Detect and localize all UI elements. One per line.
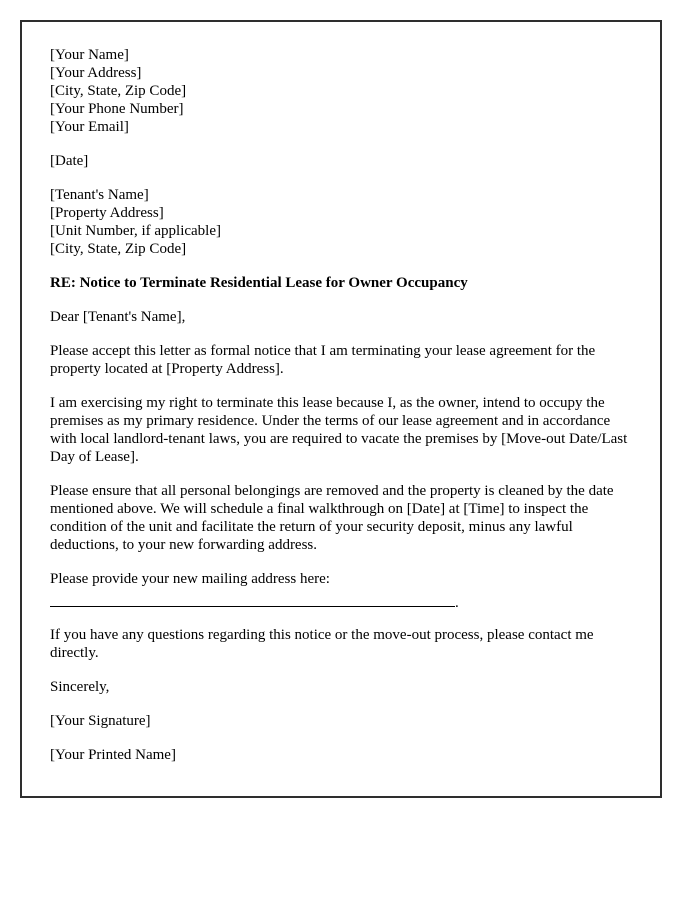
lease-termination-letter	[20, 20, 662, 798]
tenant-name: [Tenant's Name]	[50, 187, 149, 203]
recipient-city-state-zip: [City, State, Zip Code]	[50, 241, 187, 257]
paragraph-moveout-instructions: Please ensure that all personal belongings are removed and the property is cleaned by the date mentioned above. We will schedule a final walkthrough on [Date] at [Time] to inspect the condition of the unit and facilitate the return of your security deposit, minus any lawful deductions, to your new forwarding address.	[50, 483, 614, 553]
mailing-address-fill-line	[50, 592, 632, 610]
paragraph-questions: If you have any questions regarding this notice or the move-out process, please contact me directly.	[50, 627, 594, 661]
closing: Sincerely,	[50, 679, 110, 695]
blank-underline	[50, 592, 455, 607]
sender-city-state-zip: [City, State, Zip Code]	[50, 83, 187, 99]
sender-address-block	[50, 46, 632, 136]
sender-address: [Your Address]	[50, 65, 142, 81]
mailing-address-prompt: Please provide your new mailing address here:	[50, 571, 330, 587]
sender-email: [Your Email]	[50, 119, 129, 135]
sender-name: [Your Name]	[50, 47, 129, 63]
salutation: Dear [Tenant's Name],	[50, 309, 186, 325]
subject-line: RE: Notice to Terminate Residential Lease for Owner Occupancy	[50, 275, 468, 291]
paragraph-reason: I am exercising my right to terminate this lease because I, as the owner, intend to occupy the premises as my primary residence. Under the terms of our lease agreement and in accordance with local landlord-tenant laws, you are required to vacate the premises by [Move-out Date/Last Day of Lease].	[50, 395, 628, 465]
line-period: .	[455, 595, 459, 611]
recipient-address-block	[50, 186, 632, 258]
property-address: [Property Address]	[50, 205, 164, 221]
printed-name-placeholder: [Your Printed Name]	[50, 747, 176, 763]
unit-number: [Unit Number, if applicable]	[50, 223, 222, 239]
date-line: [Date]	[50, 153, 89, 169]
signature-placeholder: [Your Signature]	[50, 713, 151, 729]
paragraph-notice: Please accept this letter as formal notice that I am terminating your lease agreement for the property located at [Property Address].	[50, 343, 596, 377]
sender-phone: [Your Phone Number]	[50, 101, 184, 117]
